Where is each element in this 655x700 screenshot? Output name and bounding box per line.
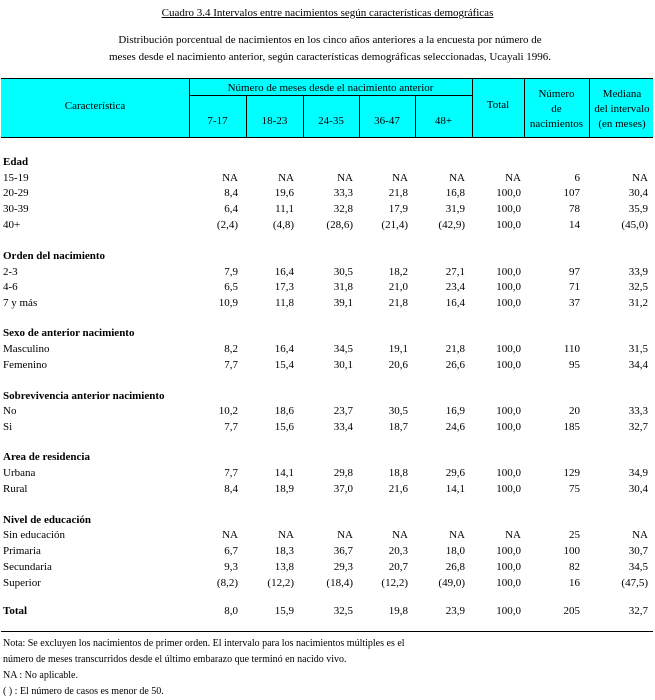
section-header-row <box>0 248 655 264</box>
table-row <box>0 341 655 357</box>
table-cell: 33,4 <box>333 421 353 433</box>
table-cell: 30,4 <box>628 187 648 199</box>
table-cell: (12,2) <box>267 577 294 589</box>
table-cell: 100,0 <box>496 577 521 589</box>
table-cell: 19,1 <box>388 343 408 355</box>
table-cell: 100,0 <box>496 297 521 309</box>
subtitle-line: Distribución porcentual de nacimientos en los cinco años anteriores a la encuesta por número de <box>118 34 542 46</box>
table-cell: (49,0) <box>438 577 465 589</box>
table-cell: (2,4) <box>216 219 238 231</box>
table-cell: 100,0 <box>496 343 521 355</box>
table-cell: 23,9 <box>445 605 465 617</box>
header-caracteristica: Característica <box>64 100 126 112</box>
table-cell: 71 <box>569 281 580 293</box>
table-cell: 100,0 <box>496 561 521 573</box>
table-cell: NA <box>278 529 294 541</box>
header-month: 7-17 <box>207 115 228 127</box>
table-cell: 15,6 <box>274 421 294 433</box>
table-cell: 27,1 <box>445 266 465 278</box>
table-row <box>0 185 655 201</box>
table-cell: 100,0 <box>496 219 521 231</box>
table-cell: NA <box>222 529 238 541</box>
table-cell: 13,8 <box>274 561 294 573</box>
row-label: Nivel de educación <box>3 514 91 526</box>
table-cell: 34,9 <box>628 467 648 479</box>
table-cell: 95 <box>569 359 580 371</box>
table-cell: 8,0 <box>224 605 238 617</box>
row-label: Orden del nacimiento <box>3 250 106 262</box>
table-cell: 21,6 <box>388 483 408 495</box>
table-cell: 20,3 <box>388 545 408 557</box>
table-cell: 21,8 <box>388 297 408 309</box>
row-label: Total <box>3 605 28 617</box>
table-cell: 100,0 <box>496 605 521 617</box>
note-line: Nota: Se excluyen los nacimientos de primer orden. El intervalo para los nacimientos múltiples es el <box>3 638 405 649</box>
table-cell: 10,9 <box>218 297 238 309</box>
row-label: Secundaria <box>3 561 52 573</box>
table-cell: 18,9 <box>274 483 294 495</box>
row-label: Sobrevivencia anterior nacimiento <box>3 390 165 402</box>
table-cell: 39,1 <box>333 297 353 309</box>
table-cell: NA <box>392 529 408 541</box>
table-cell: 35,9 <box>628 203 648 215</box>
row-label: Rural <box>3 483 28 495</box>
table-cell: 21,8 <box>388 187 408 199</box>
table-cell: 100,0 <box>496 281 521 293</box>
table-cell: 11,1 <box>275 203 294 215</box>
section-header-row <box>0 512 655 528</box>
table-cell: 29,6 <box>445 467 465 479</box>
table-cell: 31,2 <box>628 297 648 309</box>
table-cell: 20 <box>569 405 580 417</box>
table-cell: 32,8 <box>333 203 353 215</box>
table-cell: 21,0 <box>388 281 408 293</box>
table-row <box>0 357 655 373</box>
table-cell: 20,6 <box>388 359 408 371</box>
table-cell: 18,6 <box>274 405 294 417</box>
row-label: Urbana <box>3 467 36 479</box>
table-row <box>0 295 655 311</box>
table-cell: 100,0 <box>496 483 521 495</box>
subtitle-line: meses desde el nacimiento anterior, según características demográficas seleccionadas, Ucayali 1996. <box>108 51 552 63</box>
table-cell: 8,4 <box>224 483 238 495</box>
table-row <box>0 279 655 295</box>
table-header <box>1 78 653 138</box>
table-cell: 78 <box>569 203 580 215</box>
table-cell: (21,4) <box>381 219 408 231</box>
table-cell: 34,5 <box>628 561 648 573</box>
table-cell: NA <box>632 529 648 541</box>
table-cell: 26,6 <box>445 359 465 371</box>
table-cell: NA <box>632 172 648 184</box>
table-cell: 19,8 <box>388 605 408 617</box>
table-cell: 31,5 <box>628 343 648 355</box>
row-label: Sin educación <box>3 529 66 541</box>
table-cell: 33,9 <box>628 266 648 278</box>
table-cell: 23,7 <box>333 405 353 417</box>
header-month: 24-35 <box>318 115 344 127</box>
table-row <box>0 527 655 543</box>
header-month: 48+ <box>434 115 453 127</box>
section-header-row <box>0 325 655 341</box>
table-row <box>0 575 655 591</box>
table-cell: 107 <box>563 187 580 199</box>
table-cell: 31,9 <box>445 203 465 215</box>
row-label: Si <box>3 421 13 433</box>
table-cell: 16 <box>569 577 580 589</box>
row-label: Femenino <box>3 359 47 371</box>
row-label: No <box>3 405 17 417</box>
table-row <box>0 559 655 575</box>
row-label: 2-3 <box>3 266 18 278</box>
table-cell: NA <box>222 172 238 184</box>
table-cell: 18,0 <box>445 545 465 557</box>
table-cell: 33,3 <box>333 187 353 199</box>
table-cell: NA <box>337 529 353 541</box>
table-title: Cuadro 3.4 Intervalos entre nacimientos según características demográficas <box>161 7 494 19</box>
table-cell: (18,4) <box>326 577 353 589</box>
table-cell: 8,4 <box>224 187 238 199</box>
table-cell: 34,4 <box>628 359 648 371</box>
table-cell: NA <box>337 172 353 184</box>
table-cell: 16,8 <box>445 187 465 199</box>
table-cell: NA <box>278 172 294 184</box>
table-cell: 21,8 <box>445 343 465 355</box>
table-cell: 37,0 <box>333 483 353 495</box>
row-label: Area de residencia <box>3 451 90 463</box>
table-cell: 185 <box>563 421 580 433</box>
table-cell: 25 <box>569 529 580 541</box>
table-cell: 10,2 <box>218 405 238 417</box>
table-cell: 7,7 <box>224 467 238 479</box>
table-row <box>0 403 655 419</box>
table-cell: 30,4 <box>628 483 648 495</box>
note-line: NA : No aplicable. <box>3 670 78 681</box>
bottom-rule <box>1 631 653 632</box>
table-cell: 32,5 <box>333 605 353 617</box>
table-cell: (8,2) <box>216 577 238 589</box>
table-cell: 29,3 <box>333 561 353 573</box>
table-row <box>0 264 655 280</box>
table-cell: (28,6) <box>326 219 353 231</box>
row-label: Masculino <box>3 343 50 355</box>
table-row <box>0 419 655 435</box>
table-cell: 9,3 <box>224 561 238 573</box>
table-cell: 16,9 <box>445 405 465 417</box>
table-cell: NA <box>505 529 521 541</box>
table-cell: 19,6 <box>274 187 294 199</box>
note-line: número de meses transcurridos desde el último embarazo que terminó en nacido vivo. <box>3 654 347 665</box>
row-label: Sexo de anterior nacimiento <box>3 327 135 339</box>
row-label: Primaria <box>3 545 41 557</box>
table-cell: 7,7 <box>224 359 238 371</box>
table-cell: 29,8 <box>333 467 353 479</box>
table-cell: 100,0 <box>496 545 521 557</box>
table-cell: 34,5 <box>333 343 353 355</box>
row-label: 4-6 <box>3 281 18 293</box>
table-cell: 16,4 <box>274 343 294 355</box>
table-cell: NA <box>449 529 465 541</box>
table-cell: 31,8 <box>333 281 353 293</box>
table-cell: 14,1 <box>445 483 465 495</box>
note-line: ( ) : El número de casos es menor de 50. <box>3 686 164 697</box>
section-header-row <box>0 154 655 170</box>
table-cell: 33,3 <box>628 405 648 417</box>
table-cell: 30,7 <box>628 545 648 557</box>
row-label: 7 y más <box>3 297 38 309</box>
row-label: 20-29 <box>3 187 29 199</box>
table-cell: 100 <box>563 545 580 557</box>
table-cell: 18,7 <box>388 421 408 433</box>
table-cell: 30,5 <box>333 266 353 278</box>
table-cell: 18,8 <box>388 467 408 479</box>
table-cell: 17,3 <box>274 281 294 293</box>
table-cell: 14,1 <box>274 467 294 479</box>
table-cell: 37 <box>569 297 580 309</box>
table-cell: 7,7 <box>224 421 238 433</box>
section-header-row <box>0 449 655 465</box>
table-cell: 11,8 <box>275 297 294 309</box>
table-cell: (42,9) <box>438 219 465 231</box>
table-cell: 18,3 <box>274 545 294 557</box>
table-cell: NA <box>392 172 408 184</box>
row-label: Edad <box>3 156 29 168</box>
table-cell: 7,9 <box>224 266 238 278</box>
table-cell: 8,2 <box>224 343 238 355</box>
table-cell: 26,8 <box>445 561 465 573</box>
table-cell: 16,4 <box>274 266 294 278</box>
table-cell: 110 <box>563 343 580 355</box>
table-row <box>0 170 655 186</box>
table-cell: 75 <box>569 483 580 495</box>
table-cell: 6,7 <box>224 545 238 557</box>
table-cell: 100,0 <box>496 187 521 199</box>
table-cell: 129 <box>563 467 580 479</box>
row-label: 15-19 <box>3 172 29 184</box>
total-row <box>0 603 655 619</box>
table-cell: 15,4 <box>274 359 294 371</box>
table-cell: 6 <box>574 172 580 184</box>
table-cell: 100,0 <box>496 405 521 417</box>
row-label: 30-39 <box>3 203 29 215</box>
table-cell: (4,8) <box>272 219 294 231</box>
table-cell: 100,0 <box>496 421 521 433</box>
row-label: 40+ <box>3 219 21 231</box>
table-cell: 100,0 <box>496 359 521 371</box>
table-cell: 18,2 <box>388 266 408 278</box>
table-row <box>0 481 655 497</box>
table-cell: 100,0 <box>496 266 521 278</box>
table-cell: 20,7 <box>388 561 408 573</box>
table-cell: (47,5) <box>621 577 648 589</box>
table-cell: 97 <box>569 266 580 278</box>
table-row <box>0 217 655 233</box>
table-cell: NA <box>505 172 521 184</box>
table-row <box>0 465 655 481</box>
table-cell: 100,0 <box>496 203 521 215</box>
table-cell: (45,0) <box>621 219 648 231</box>
row-label: Superior <box>3 577 41 589</box>
table-cell: NA <box>449 172 465 184</box>
table-cell: 6,5 <box>224 281 238 293</box>
table-cell: 32,7 <box>628 605 648 617</box>
table-cell: 15,9 <box>274 605 294 617</box>
header-mediana: Mediana del intervalo (en meses) <box>594 88 650 130</box>
header-numero: Número de nacimientos <box>529 88 584 130</box>
table-cell: (12,2) <box>381 577 408 589</box>
table-cell: 6,4 <box>224 203 238 215</box>
table-row <box>0 201 655 217</box>
header-month: 18-23 <box>261 115 288 127</box>
table-cell: 100,0 <box>496 467 521 479</box>
table-notes <box>3 636 405 700</box>
table-cell: 17,9 <box>388 203 408 215</box>
table-cell: 82 <box>569 561 580 573</box>
header-months-group: Número de meses desde el nacimiento anterior <box>227 82 434 94</box>
table-cell: 30,1 <box>333 359 353 371</box>
table-cell: 16,4 <box>445 297 465 309</box>
table-cell: 32,7 <box>628 421 648 433</box>
table-cell: 36,7 <box>333 545 353 557</box>
table-cell: 24,6 <box>445 421 465 433</box>
table-cell: 14 <box>569 219 580 231</box>
table-cell: 23,4 <box>445 281 465 293</box>
table-cell: 32,5 <box>628 281 648 293</box>
section-header-row <box>0 388 655 404</box>
header-total: Total <box>486 99 510 111</box>
table-cell: 205 <box>563 605 580 617</box>
table-row <box>0 543 655 559</box>
table-subtitle <box>60 32 600 66</box>
table-cell: 30,5 <box>388 405 408 417</box>
header-month: 36-47 <box>374 115 400 127</box>
